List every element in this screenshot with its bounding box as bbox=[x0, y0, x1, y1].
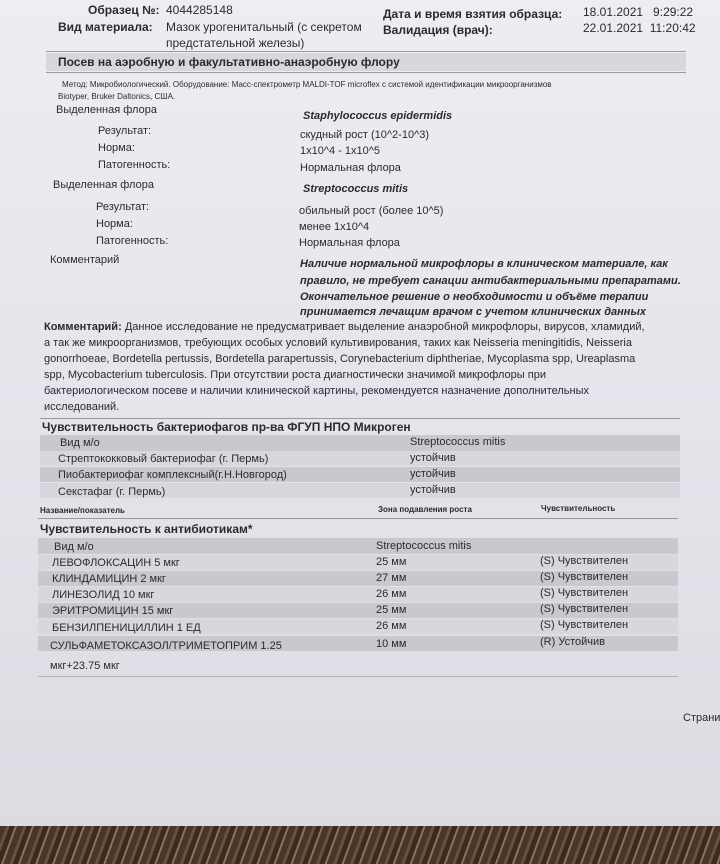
abx-col-organism: Вид м/о bbox=[54, 541, 94, 553]
abx-col-zone-header: Зона подавления роста bbox=[378, 505, 472, 514]
isolate-2-result-value: обильный рост (более 10^5) bbox=[299, 205, 444, 217]
isolate-2-norm-label: Норма: bbox=[96, 218, 133, 230]
sample-value: 4044285148 bbox=[166, 3, 233, 17]
abx-row-3-sens: (S) Чувствителен bbox=[540, 587, 629, 599]
material-label: Вид материала: bbox=[58, 20, 153, 34]
comment-line-4: принимается лечащим врачом с учетом клинических данных bbox=[300, 306, 646, 318]
isolate-2-result-label: Результат: bbox=[96, 201, 150, 213]
validation-label: Валидация (врач): bbox=[383, 23, 493, 37]
abx-row-6-name: СУЛЬФАМЕТОКСАЗОЛ/ТРИМЕТОПРИМ 1.25 bbox=[50, 640, 282, 652]
abx-row-4-zone: 25 мм bbox=[376, 604, 407, 616]
phage-row-3-value: устойчив bbox=[410, 484, 456, 496]
abx-row-2-sens: (S) Чувствителен bbox=[540, 571, 629, 583]
abx-row-3-zone: 26 мм bbox=[376, 588, 407, 600]
abx-row-1-sens: (S) Чувствителен bbox=[540, 555, 629, 567]
divider bbox=[38, 676, 678, 677]
comment2-line-1 bbox=[44, 321, 645, 333]
abx-row-5-name: БЕНЗИЛПЕНИЦИЛЛИН 1 ЕД bbox=[52, 622, 201, 634]
phage-col-organism: Вид м/о bbox=[60, 437, 100, 449]
abx-header-band bbox=[38, 538, 678, 554]
phage-row-1-name: Стрептококковый бактериофаг (г. Пермь) bbox=[58, 453, 269, 465]
phage-row-2-value: устойчив bbox=[410, 468, 456, 480]
isolate-1-norm-label: Норма: bbox=[98, 142, 135, 154]
abx-row-4-name: ЭРИТРОМИЦИН 15 мкг bbox=[52, 605, 174, 617]
phage-col-strain: Streptococcus mitis bbox=[410, 436, 506, 448]
comment2-text-1: Данное исследование не предусматривает выделение анаэробной микрофлоры, вирусов, хламидий, bbox=[124, 321, 645, 333]
abx-row-5-sens: (S) Чувствителен bbox=[540, 619, 629, 631]
comment2-line-3: gonorrhoeae, Bordetella pertussis, Bordetella parapertussis, Corynebacterium diphtheriae, Mycoplasma spp, Ureaplasma bbox=[44, 353, 636, 365]
phage-row-1-value: устойчив bbox=[410, 452, 456, 464]
comment2-line-2: а так же микроорганизмов, требующих особых условий культивирования, таких как Neisseria meningitidis, Neisseria bbox=[44, 337, 632, 349]
isolate-2-norm-value: менее 1х10^4 bbox=[299, 221, 370, 233]
comment2-line-4: spp, Mycobacterium tuberculosis. При отсутствии роста диагностически значимой микрофлоры при bbox=[44, 369, 546, 381]
comment-line-2: правило, не требует санации антибактериальными препаратами. bbox=[300, 275, 681, 287]
abx-row-3-name: ЛИНЕЗОЛИД 10 мкг bbox=[52, 589, 155, 601]
abx-row-2-zone: 27 мм bbox=[376, 572, 407, 584]
abx-col-name-header: Название/показатель bbox=[40, 506, 125, 515]
culture-title: Посев на аэробную и факультативно-анаэробную флору bbox=[58, 55, 400, 69]
abx-row-6-zone: 10 мм bbox=[376, 638, 407, 650]
abx-row-4-sens: (S) Чувствителен bbox=[540, 603, 629, 615]
comment-label: Комментарий bbox=[50, 254, 120, 266]
divider bbox=[38, 518, 678, 519]
isolate-2-path-value: Нормальная флора bbox=[299, 237, 400, 249]
material-value-2: предстательной железы) bbox=[166, 36, 305, 50]
comment2-line-5: бактериологическом посеве и наличии клинической картины, рекомендуется назначение дополнительных bbox=[44, 385, 589, 397]
isolate-1-result-value: скудный рост (10^2-10^3) bbox=[300, 129, 430, 141]
material-value-1: Мазок урогенитальный (с секретом bbox=[166, 20, 362, 34]
page-number-label: Страни bbox=[683, 712, 720, 724]
abx-col-strain: Streptococcus mitis bbox=[376, 540, 472, 552]
phage-title: Чувствительность бактериофагов пр-ва ФГУП НПО Микроген bbox=[42, 420, 411, 434]
abx-title: Чувствительность к антибиотикам* bbox=[40, 522, 253, 536]
comment2-line-6: исследований. bbox=[44, 401, 120, 413]
abx-col-sens-header: Чувствительность bbox=[541, 504, 616, 513]
isolate-1-label: Выделенная флора bbox=[56, 104, 157, 116]
isolate-1-organism: Staphylococcus epidermidis bbox=[303, 110, 453, 122]
isolate-1-result-label: Результат: bbox=[98, 125, 152, 137]
phage-row-2-name: Пиобактериофаг комплексный(г.Н.Новгород) bbox=[58, 469, 287, 481]
comment-line-1: Наличие нормальной микрофлоры в клиническом материале, как bbox=[300, 258, 668, 270]
datetime-value: 18.01.2021 9:29:22 bbox=[583, 5, 694, 19]
abx-row-1-name: ЛЕВОФЛОКСАЦИН 5 мкг bbox=[52, 557, 180, 569]
abx-row-5-zone: 26 мм bbox=[376, 620, 407, 632]
isolate-1-path-label: Патогенность: bbox=[98, 159, 171, 171]
isolate-1-path-value: Нормальная флора bbox=[300, 162, 401, 174]
phage-header-band bbox=[40, 435, 680, 451]
abx-row-6-sens: (R) Устойчив bbox=[540, 636, 605, 648]
divider bbox=[46, 72, 686, 73]
datetime-label: Дата и время взятия образца: bbox=[383, 7, 563, 21]
method-line-2: Biotyper, Bruker Daltonics, США. bbox=[58, 92, 176, 101]
comment2-label: Комментарий: bbox=[44, 321, 122, 333]
abx-row-2-name: КЛИНДАМИЦИН 2 мкг bbox=[52, 573, 166, 585]
isolate-2-organism: Streptococcus mitis bbox=[303, 183, 409, 195]
isolate-2-label: Выделенная флора bbox=[53, 179, 154, 191]
background-fabric bbox=[0, 826, 720, 864]
isolate-2-path-label: Патогенность: bbox=[96, 235, 169, 247]
phage-row-3-name: Секстафаг (г. Пермь) bbox=[58, 486, 166, 498]
divider bbox=[46, 51, 686, 52]
method-line-1: Метод: Микробиологический. Оборудование: Масс-спектрометр MALDI-TOF microflex с системой идентификации микроорганизмов bbox=[62, 80, 552, 89]
divider bbox=[40, 418, 680, 419]
abx-row-1-zone: 25 мм bbox=[376, 556, 407, 568]
validation-value: 22.01.2021 11:20:42 bbox=[583, 21, 696, 35]
sample-label: Образец №: bbox=[88, 3, 160, 17]
isolate-1-norm-value: 1х10^4 - 1х10^5 bbox=[300, 145, 381, 157]
comment-line-3: Окончательное решение о необходимости и объёме терапии bbox=[300, 291, 649, 303]
abx-row-6-name-cont: мкг+23.75 мкг bbox=[50, 660, 120, 672]
